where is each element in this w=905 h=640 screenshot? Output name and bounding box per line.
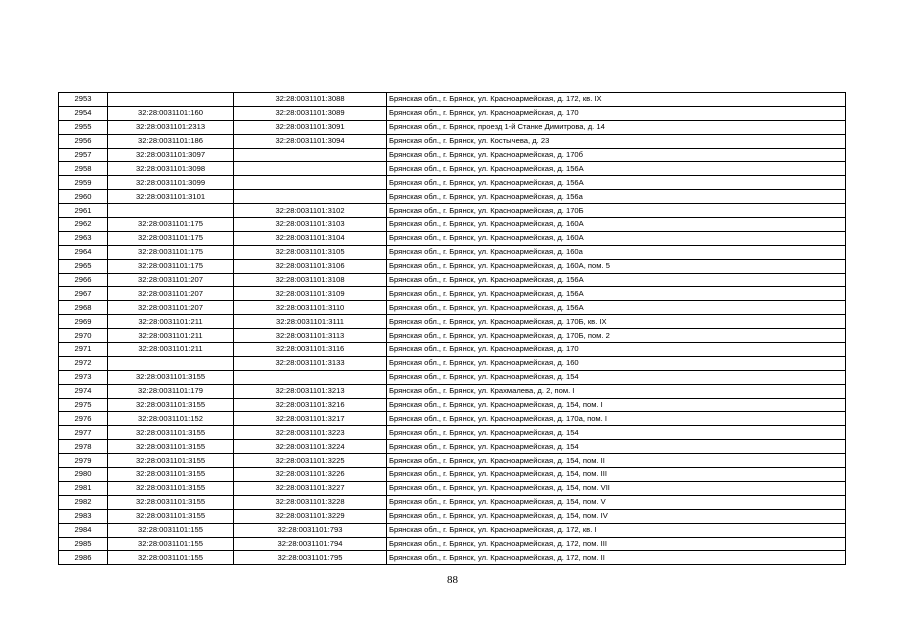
cadastral-number-2-cell: 32:28:0031101:3106 [234,259,387,273]
cadastral-number-2-cell: 32:28:0031101:3104 [234,231,387,245]
cadastral-number-2-cell: 32:28:0031101:3110 [234,301,387,315]
cadastral-number-2-cell: 32:28:0031101:3225 [234,454,387,468]
table-row [59,329,846,343]
address-cell: Брянская обл., г. Брянск, ул. Красноармейская, д. 154, пом. VII [387,481,846,495]
cadastral-number-1-cell: 32:28:0031101:175 [108,259,234,273]
cadastral-number-1-cell: 32:28:0031101:3101 [108,190,234,204]
table-row [59,93,846,107]
cadastral-number-1-cell: 32:28:0031101:207 [108,273,234,287]
address-cell: Брянская обл., г. Брянск, ул. Красноармейская, д. 170Б [387,204,846,218]
table-row [59,162,846,176]
address-cell: Брянская обл., г. Брянск, ул. Красноармейская, д. 154, пом. II [387,454,846,468]
cadastral-number-1-cell: 32:28:0031101:175 [108,218,234,232]
row-number-cell: 2982 [59,495,108,509]
address-cell: Брянская обл., г. Брянск, ул. Красноармейская, д. 170а, пом. I [387,412,846,426]
cadastral-number-1-cell: 32:28:0031101:211 [108,343,234,357]
cadastral-number-2-cell: 32:28:0031101:3103 [234,218,387,232]
table-row [59,440,846,454]
address-cell: Брянская обл., г. Брянск, ул. Красноармейская, д. 170Б, пом. 2 [387,329,846,343]
row-number-cell: 2959 [59,176,108,190]
address-cell: Брянская обл., г. Брянск, ул. Красноармейская, д. 154 [387,370,846,384]
cadastral-number-1-cell [108,356,234,370]
row-number-cell: 2975 [59,398,108,412]
row-number-cell: 2981 [59,481,108,495]
row-number-cell: 2974 [59,384,108,398]
cadastral-number-2-cell: 32:28:0031101:3227 [234,481,387,495]
cadastral-number-1-cell: 32:28:0031101:3155 [108,370,234,384]
cadastral-number-2-cell: 32:28:0031101:3213 [234,384,387,398]
address-cell: Брянская обл., г. Брянск, ул. Красноармейская, д. 156А [387,287,846,301]
address-cell: Брянская обл., г. Брянск, ул. Красноармейская, д. 170 [387,343,846,357]
row-number-cell: 2962 [59,218,108,232]
table-row [59,343,846,357]
cadastral-number-1-cell: 32:28:0031101:155 [108,523,234,537]
cadastral-number-2-cell: 32:28:0031101:3133 [234,356,387,370]
table-row [59,273,846,287]
address-cell: Брянская обл., г. Брянск, ул. Красноармейская, д. 154 [387,440,846,454]
row-number-cell: 2970 [59,329,108,343]
table-row [59,287,846,301]
table-row [59,231,846,245]
cadastral-number-1-cell: 32:28:0031101:3155 [108,426,234,440]
table-row [59,259,846,273]
cadastral-number-2-cell: 32:28:0031101:3116 [234,343,387,357]
table-row [59,468,846,482]
cadastral-number-2-cell: 32:28:0031101:795 [234,551,387,565]
address-cell: Брянская обл., г. Брянск, ул. Костычева, д. 23 [387,134,846,148]
table-row [59,454,846,468]
page-number: 88 [447,574,458,586]
cadastral-number-1-cell: 32:28:0031101:160 [108,106,234,120]
table-row [59,245,846,259]
cadastral-number-2-cell [234,370,387,384]
table-row [59,134,846,148]
row-number-cell: 2976 [59,412,108,426]
cadastral-number-2-cell: 32:28:0031101:3226 [234,468,387,482]
table-row [59,176,846,190]
cadastral-number-1-cell: 32:28:0031101:207 [108,287,234,301]
table-row [59,356,846,370]
cadastral-number-2-cell: 32:28:0031101:3113 [234,329,387,343]
cadastral-number-1-cell: 32:28:0031101:2313 [108,120,234,134]
row-number-cell: 2971 [59,343,108,357]
row-number-cell: 2973 [59,370,108,384]
cadastral-number-1-cell: 32:28:0031101:3155 [108,481,234,495]
cadastral-number-2-cell [234,190,387,204]
cadastral-number-2-cell: 32:28:0031101:793 [234,523,387,537]
address-cell: Брянская обл., г. Брянск, ул. Красноармейская, д. 156а [387,190,846,204]
row-number-cell: 2964 [59,245,108,259]
row-number-cell: 2977 [59,426,108,440]
table-row [59,218,846,232]
row-number-cell: 2967 [59,287,108,301]
address-cell: Брянская обл., г. Брянск, ул. Красноармейская, д. 154, пом. V [387,495,846,509]
cadastral-number-2-cell: 32:28:0031101:3108 [234,273,387,287]
address-cell: Брянская обл., г. Брянск, ул. Красноармейская, д. 154 [387,426,846,440]
row-number-cell: 2986 [59,551,108,565]
cadastral-number-1-cell [108,93,234,107]
address-cell: Брянская обл., г. Брянск, ул. Красноармейская, д. 172, пом. II [387,551,846,565]
cadastral-number-1-cell: 32:28:0031101:152 [108,412,234,426]
cadastral-number-2-cell: 32:28:0031101:3229 [234,509,387,523]
cadastral-number-2-cell: 32:28:0031101:3091 [234,120,387,134]
address-cell: Брянская обл., г. Брянск, проезд 1-й Станке Димитрова, д. 14 [387,120,846,134]
cadastral-number-2-cell: 32:28:0031101:3111 [234,315,387,329]
cadastral-number-2-cell: 32:28:0031101:794 [234,537,387,551]
row-number-cell: 2955 [59,120,108,134]
address-cell: Брянская обл., г. Брянск, ул. Красноармейская, д. 170Б, кв. IX [387,315,846,329]
table-row [59,190,846,204]
table-row [59,509,846,523]
table-row [59,523,846,537]
cadastral-number-1-cell: 32:28:0031101:3155 [108,468,234,482]
cadastral-number-2-cell: 32:28:0031101:3088 [234,93,387,107]
table-row [59,398,846,412]
cadastral-number-1-cell: 32:28:0031101:186 [108,134,234,148]
address-cell: Брянская обл., г. Брянск, ул. Красноармейская, д. 156А [387,176,846,190]
table-row [59,148,846,162]
row-number-cell: 2963 [59,231,108,245]
row-number-cell: 2956 [59,134,108,148]
address-cell: Брянская обл., г. Брянск, ул. Красноармейская, д. 154, пом. IV [387,509,846,523]
table-row [59,301,846,315]
row-number-cell: 2984 [59,523,108,537]
table-row [59,481,846,495]
cadastral-number-2-cell: 32:28:0031101:3102 [234,204,387,218]
row-number-cell: 2983 [59,509,108,523]
row-number-cell: 2953 [59,93,108,107]
row-number-cell: 2957 [59,148,108,162]
table-row [59,495,846,509]
cadastral-number-2-cell: 32:28:0031101:3089 [234,106,387,120]
cadastral-number-2-cell [234,148,387,162]
cadastral-number-1-cell [108,204,234,218]
row-number-cell: 2966 [59,273,108,287]
address-cell: Брянская обл., г. Брянск, ул. Красноармейская, д. 156А [387,162,846,176]
address-cell: Брянская обл., г. Брянск, ул. Красноармейская, д. 160А, пом. 5 [387,259,846,273]
cadastral-number-1-cell: 32:28:0031101:3155 [108,440,234,454]
cadastral-number-2-cell: 32:28:0031101:3217 [234,412,387,426]
cadastral-number-2-cell: 32:28:0031101:3105 [234,245,387,259]
cadastral-number-2-cell: 32:28:0031101:3094 [234,134,387,148]
table-row [59,426,846,440]
row-number-cell: 2979 [59,454,108,468]
cadastral-number-1-cell: 32:28:0031101:3098 [108,162,234,176]
cadastral-number-2-cell [234,176,387,190]
table-row [59,106,846,120]
row-number-cell: 2968 [59,301,108,315]
cadastral-number-2-cell [234,162,387,176]
address-cell: Брянская обл., г. Брянск, ул. Крахмалева, д. 2, пом. I [387,384,846,398]
table-body [59,93,846,565]
address-cell: Брянская обл., г. Брянск, ул. Красноармейская, д. 160а [387,245,846,259]
table-row [59,204,846,218]
cadastral-number-1-cell: 32:28:0031101:3155 [108,398,234,412]
address-cell: Брянская обл., г. Брянск, ул. Красноармейская, д. 160 [387,356,846,370]
address-cell: Брянская обл., г. Брянск, ул. Красноармейская, д. 172, кв. I [387,523,846,537]
address-cell: Брянская обл., г. Брянск, ул. Красноармейская, д. 156А [387,273,846,287]
row-number-cell: 2972 [59,356,108,370]
cadastral-number-1-cell: 32:28:0031101:179 [108,384,234,398]
cadastral-number-2-cell: 32:28:0031101:3228 [234,495,387,509]
table-row [59,537,846,551]
cadastral-number-1-cell: 32:28:0031101:3097 [108,148,234,162]
cadastral-number-2-cell: 32:28:0031101:3109 [234,287,387,301]
cadastral-number-1-cell: 32:28:0031101:155 [108,537,234,551]
address-cell: Брянская обл., г. Брянск, ул. Красноармейская, д. 172, пом. III [387,537,846,551]
cadastral-number-1-cell: 32:28:0031101:155 [108,551,234,565]
cadastral-number-1-cell: 32:28:0031101:207 [108,301,234,315]
row-number-cell: 2954 [59,106,108,120]
row-number-cell: 2965 [59,259,108,273]
row-number-cell: 2978 [59,440,108,454]
registry-table [58,92,846,565]
cadastral-number-2-cell: 32:28:0031101:3216 [234,398,387,412]
table-row [59,120,846,134]
cadastral-number-1-cell: 32:28:0031101:3155 [108,495,234,509]
address-cell: Брянская обл., г. Брянск, ул. Красноармейская, д. 172, кв. IX [387,93,846,107]
row-number-cell: 2969 [59,315,108,329]
address-cell: Брянская обл., г. Брянск, ул. Красноармейская, д. 160А [387,218,846,232]
address-cell: Брянская обл., г. Брянск, ул. Красноармейская, д. 154, пом. I [387,398,846,412]
cadastral-number-1-cell: 32:28:0031101:211 [108,329,234,343]
cadastral-number-1-cell: 32:28:0031101:3155 [108,509,234,523]
address-cell: Брянская обл., г. Брянск, ул. Красноармейская, д. 154, пом. III [387,468,846,482]
row-number-cell: 2980 [59,468,108,482]
address-cell: Брянская обл., г. Брянск, ул. Красноармейская, д. 156А [387,301,846,315]
cadastral-number-1-cell: 32:28:0031101:175 [108,231,234,245]
table-row [59,551,846,565]
table-row [59,384,846,398]
cadastral-number-1-cell: 32:28:0031101:3099 [108,176,234,190]
cadastral-number-2-cell: 32:28:0031101:3223 [234,426,387,440]
row-number-cell: 2961 [59,204,108,218]
address-cell: Брянская обл., г. Брянск, ул. Красноармейская, д. 170 [387,106,846,120]
row-number-cell: 2960 [59,190,108,204]
cadastral-number-1-cell: 32:28:0031101:175 [108,245,234,259]
row-number-cell: 2958 [59,162,108,176]
address-cell: Брянская обл., г. Брянск, ул. Красноармейская, д. 170б [387,148,846,162]
table-row [59,412,846,426]
table-row [59,370,846,384]
cadastral-number-2-cell: 32:28:0031101:3224 [234,440,387,454]
address-cell: Брянская обл., г. Брянск, ул. Красноармейская, д. 160А [387,231,846,245]
table-row [59,315,846,329]
cadastral-number-1-cell: 32:28:0031101:211 [108,315,234,329]
cadastral-number-1-cell: 32:28:0031101:3155 [108,454,234,468]
row-number-cell: 2985 [59,537,108,551]
